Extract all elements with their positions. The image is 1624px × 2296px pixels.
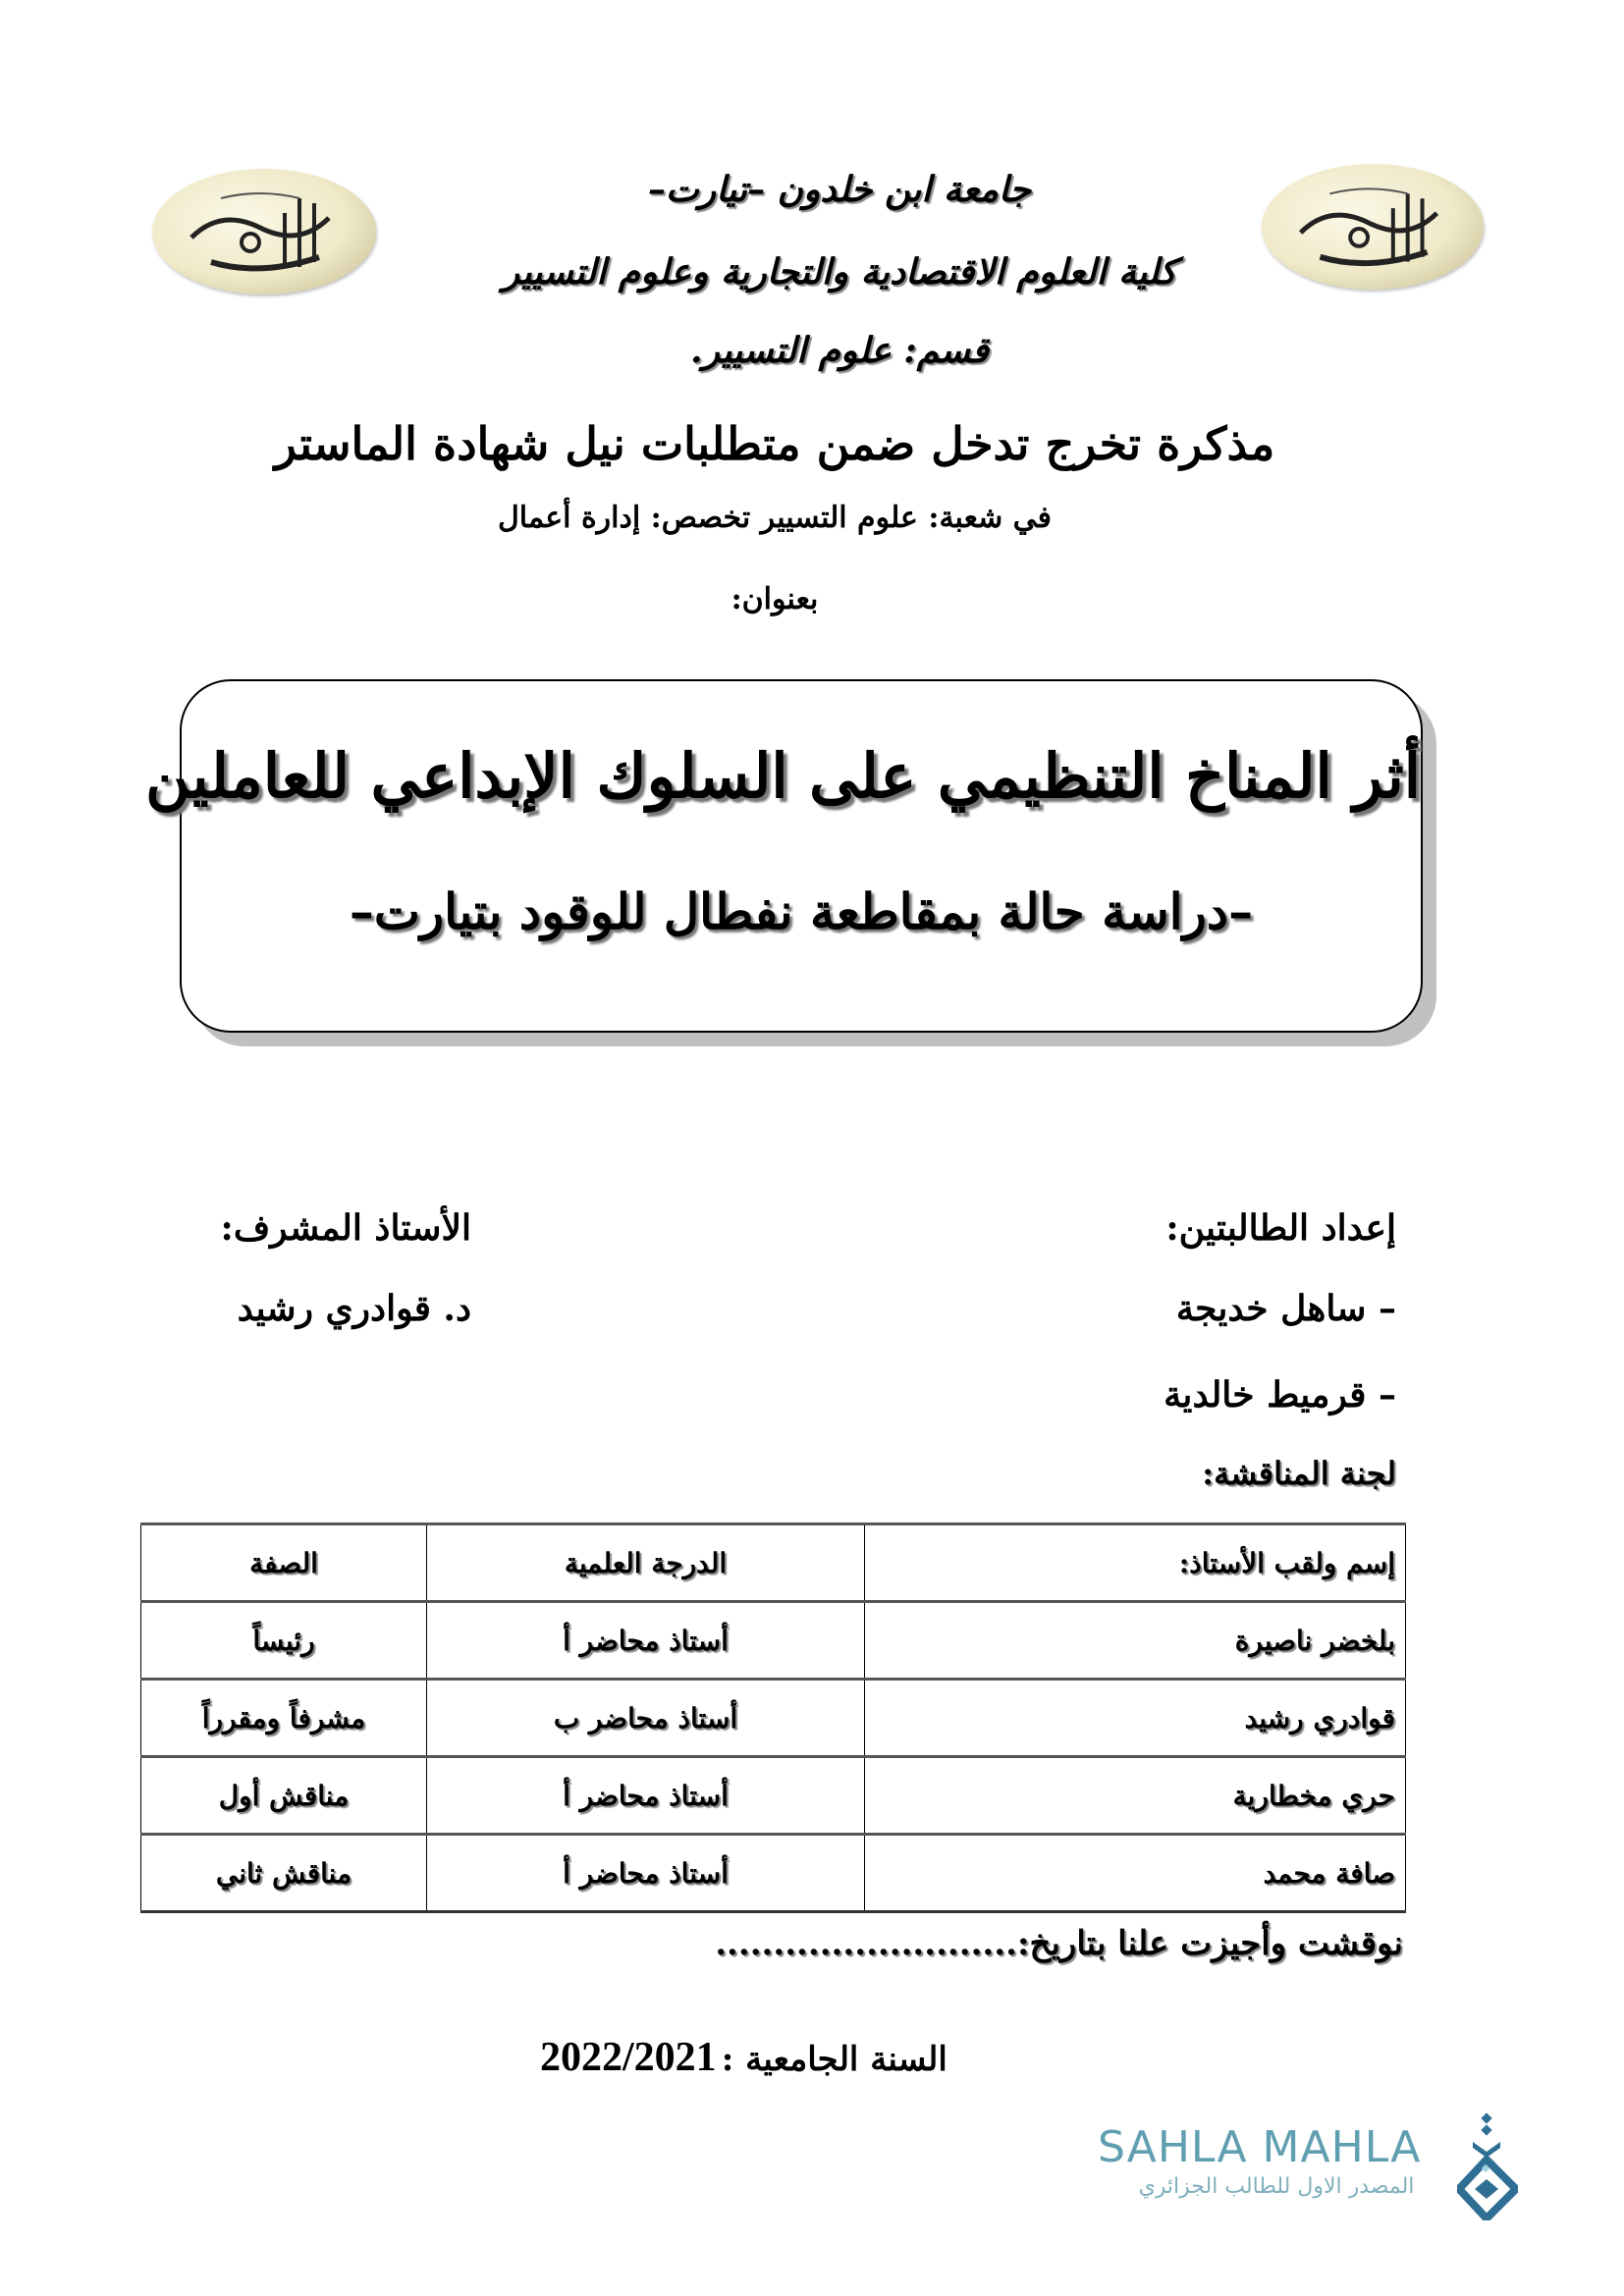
sahla-mahla-emblem-icon xyxy=(1457,2112,1518,2220)
member-rank: أستاذ محاضر أ xyxy=(427,1835,865,1912)
table-row xyxy=(141,1757,1406,1835)
academic-year-value: 2022/2021 xyxy=(540,2035,717,2080)
supervisor-label: الأستاذ المشرف: xyxy=(220,1207,471,1249)
watermark-tagline: المصدر الاول للطالب الجزائري xyxy=(1138,2174,1415,2199)
header-role: الصفة xyxy=(141,1524,427,1602)
header-rank: الدرجة العلمية xyxy=(427,1524,865,1602)
member-rank: أستاذ محاضر ب xyxy=(427,1680,865,1757)
member-rank: أستاذ محاضر أ xyxy=(427,1757,865,1835)
thesis-title: أثر المناخ التنظيمي على السلوك الإبداعي للعاملين xyxy=(145,740,1421,812)
table-row xyxy=(141,1602,1406,1680)
students-label: إعداد الطالبتين: xyxy=(1165,1207,1396,1249)
watermark-brand: SAHLA MAHLA xyxy=(1098,2122,1422,2172)
memo-title-label: بعنوان: xyxy=(731,582,819,616)
university-name: جامعة ابن خلدون –تيارت– xyxy=(647,169,1032,210)
committee-label: لجنة المناقشة: xyxy=(1202,1455,1396,1492)
member-role: رئيساً xyxy=(141,1602,427,1680)
academic-year xyxy=(540,2034,947,2081)
member-role: مناقش ثاني xyxy=(141,1835,427,1912)
thesis-subtitle: –دراسة حالة بمقاطعة نفطال للوقود بتيارت– xyxy=(349,882,1254,940)
member-name: بلخضر ناصيرة xyxy=(865,1602,1406,1680)
committee-table xyxy=(140,1522,1406,1913)
member-role: مناقش أول xyxy=(141,1757,427,1835)
defense-date-line: نوقشت وأجيزت علنا بتاريخ:.......................... xyxy=(715,1924,1403,1963)
student-name-1: – ساهل خديجة xyxy=(1175,1288,1396,1329)
faculty-name: كلية العلوم الاقتصادية والتجارية وعلوم التسيير xyxy=(502,251,1177,293)
thesis-title-box xyxy=(145,679,1423,1033)
memo-heading: مذكرة تخرج تدخل ضمن متطلبات نيل شهادة الماستر xyxy=(274,417,1275,470)
table-row xyxy=(141,1680,1406,1757)
member-rank: أستاذ محاضر أ xyxy=(427,1602,865,1680)
member-role: مشرفاً ومقرراً xyxy=(141,1680,427,1757)
department-name: قسم: علوم التسيير. xyxy=(690,330,989,371)
table-header-row xyxy=(141,1524,1406,1602)
member-name: قوادري رشيد xyxy=(865,1680,1406,1757)
header-name: إسم ولقب الأستاذ: xyxy=(865,1524,1406,1602)
member-name: صافة محمد xyxy=(865,1835,1406,1912)
supervisor-name: د. قوادري رشيد xyxy=(237,1288,471,1329)
memo-branch: في شعبة: علوم التسيير تخصص: إدارة أعمال xyxy=(498,501,1052,535)
student-name-2: – قرميط خالدية xyxy=(1164,1374,1396,1415)
table-row xyxy=(141,1835,1406,1912)
member-name: حري مخطارية xyxy=(865,1757,1406,1835)
academic-year-label: السنة الجامعية : xyxy=(721,2040,947,2079)
